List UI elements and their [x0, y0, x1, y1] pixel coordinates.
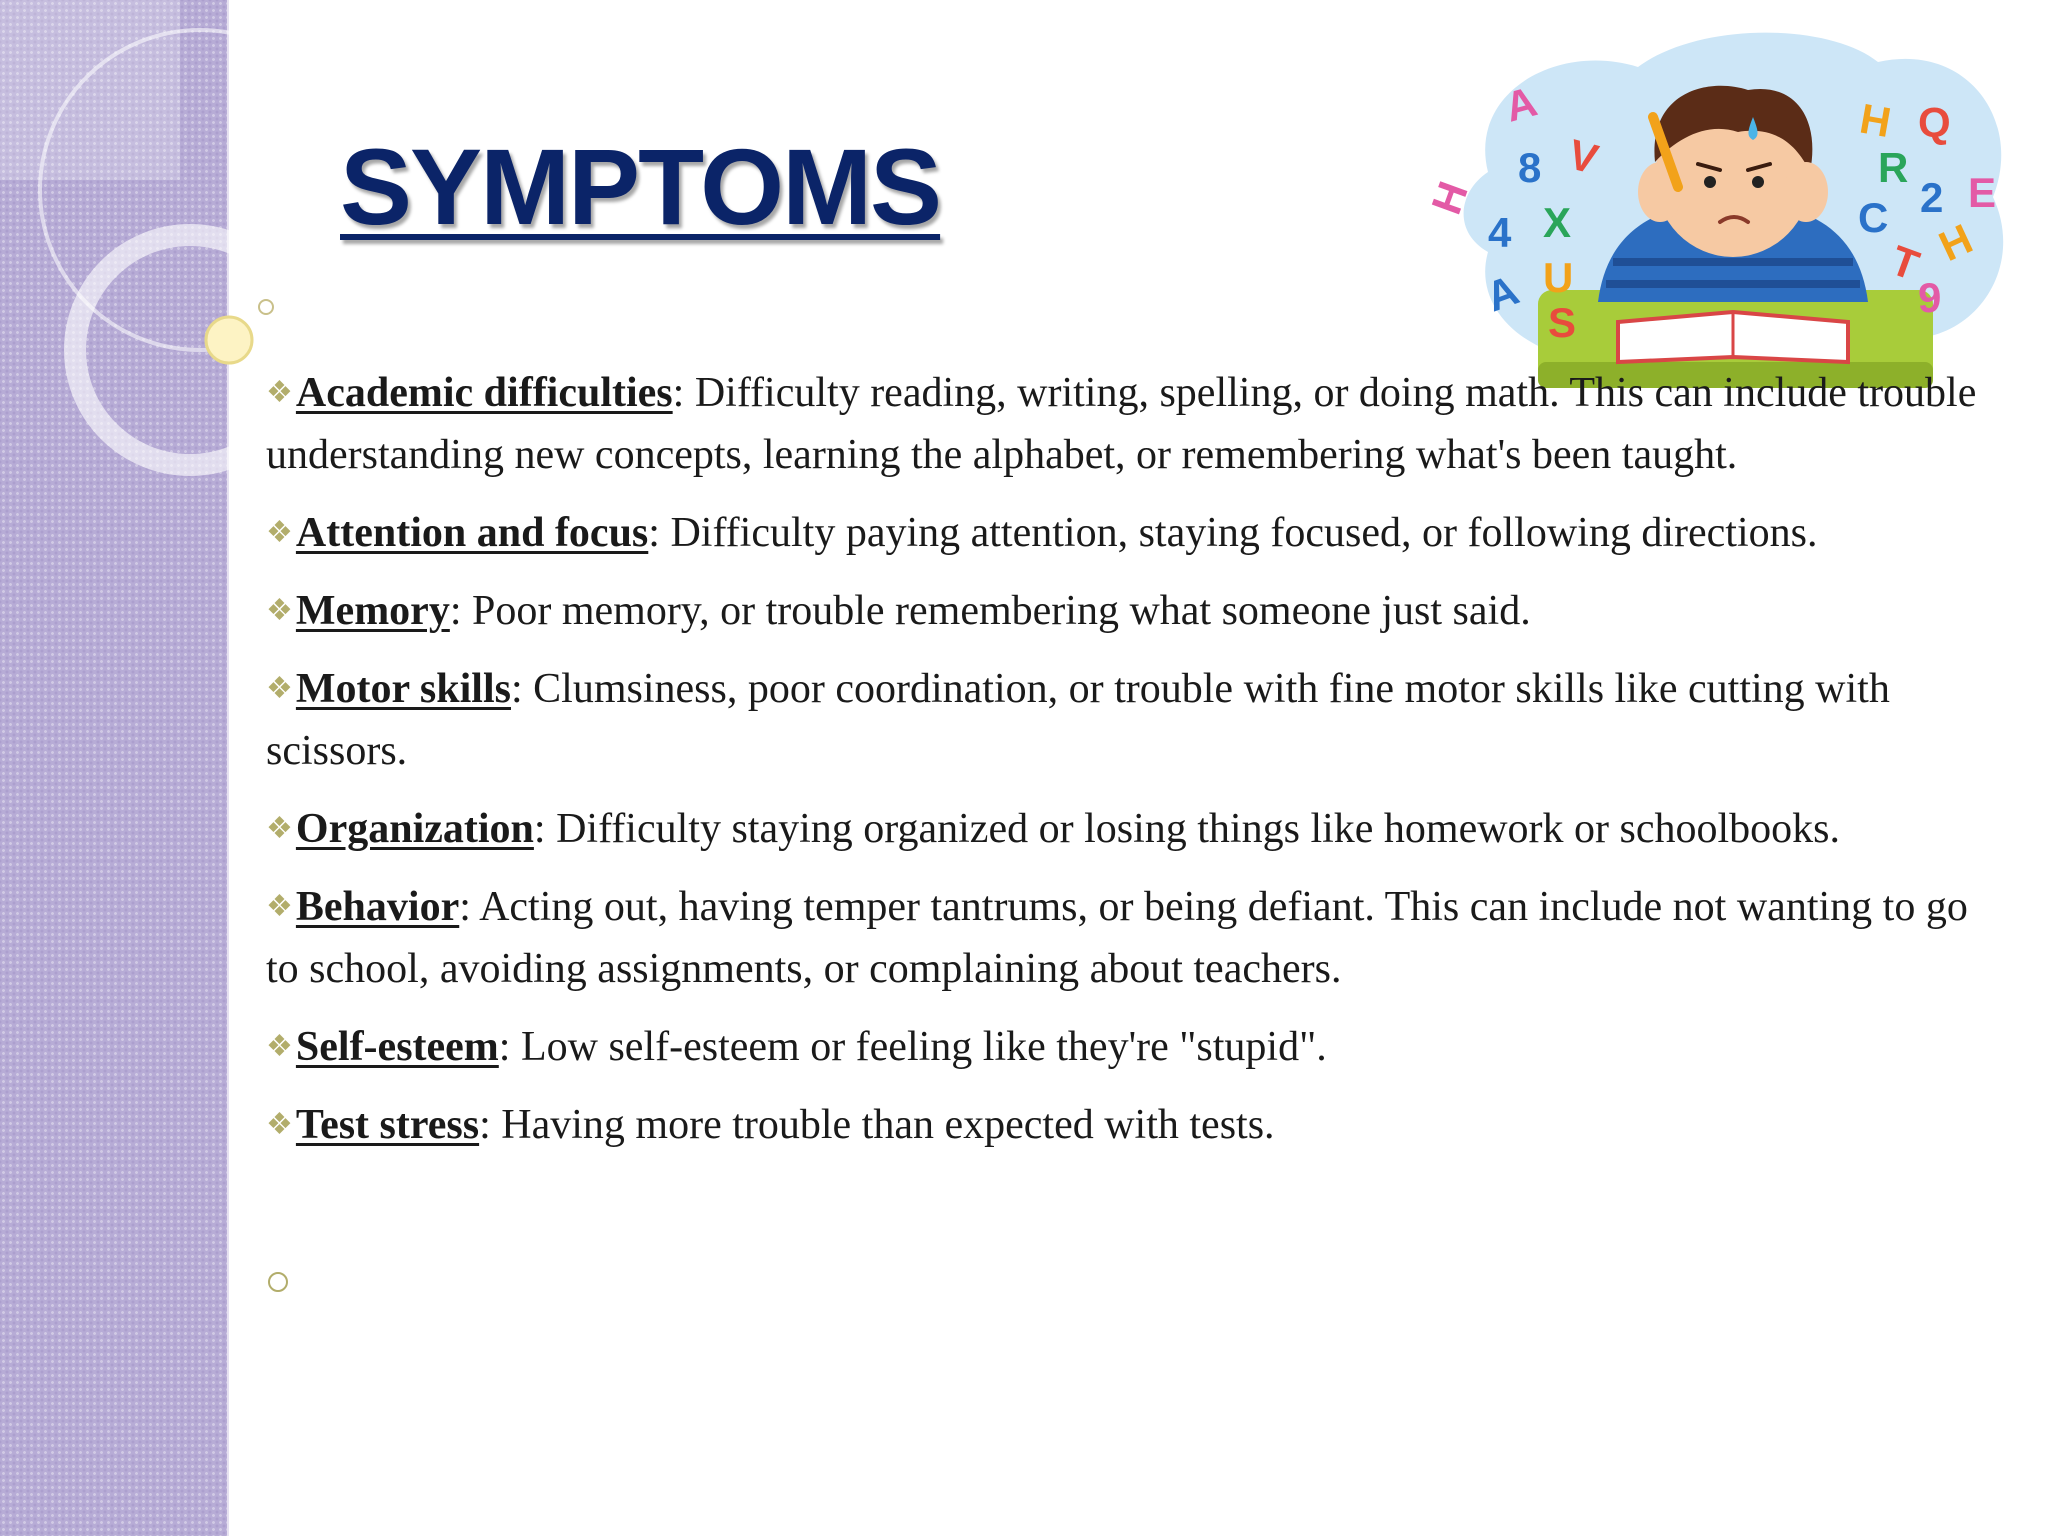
letter-glyph: 8 — [1518, 144, 1542, 191]
list-item — [266, 1094, 2006, 1156]
letter-glyph: Q — [1918, 99, 1951, 146]
diamond-bullet-icon: ❖ — [266, 812, 293, 845]
letter-glyph: A — [1480, 265, 1525, 321]
item-term: Behavior — [295, 884, 460, 930]
list-item — [266, 876, 2006, 1000]
item-separator: : — [479, 1102, 491, 1148]
item-separator: : — [459, 884, 471, 930]
list-item — [266, 1016, 2006, 1078]
item-separator: : — [510, 666, 523, 712]
list-item — [266, 362, 2006, 486]
item-term: Attention and focus — [295, 510, 649, 556]
diamond-bullet-icon: ❖ — [266, 890, 293, 923]
list-item — [266, 798, 2006, 860]
item-text: Difficulty reading, writing, spelling, or doing math. This can include trouble understanding new concepts, learning the alphabet, or remembering what's been taught. — [266, 370, 1977, 478]
item-term: Test stress — [295, 1102, 480, 1148]
list-item — [266, 502, 2006, 564]
letter-glyph: R — [1878, 144, 1909, 191]
empty-circle-bullet-icon — [268, 1272, 288, 1292]
item-term: Memory — [295, 588, 450, 634]
item-text: Having more trouble than expected with tests. — [490, 1102, 1275, 1148]
left-eye — [1704, 176, 1716, 188]
item-term: Organization — [295, 806, 534, 852]
letter-glyph: V — [1563, 130, 1603, 183]
item-text: Clumsiness, poor coordination, or trouble with fine motor skills like cutting with scissors. — [266, 666, 1890, 774]
item-text: Difficulty staying organized or losing things like homework or schoolbooks. — [545, 806, 1841, 852]
diamond-bullet-icon: ❖ — [266, 672, 293, 705]
letter-glyph: A — [1500, 77, 1542, 131]
item-separator: : — [449, 588, 462, 634]
item-text: Poor memory, or trouble remembering what someone just said. — [461, 588, 1531, 634]
glow-dot — [206, 317, 252, 363]
item-text: Low self-esteem or feeling like they're "stupid". — [510, 1024, 1327, 1070]
letter-glyph: 9 — [1918, 274, 1942, 321]
item-term: Self-esteem — [295, 1024, 499, 1070]
item-separator: : — [533, 806, 546, 852]
confused-child-with-book-icon — [1422, 22, 2008, 412]
diamond-bullet-icon: ❖ — [266, 516, 293, 549]
letter-glyph: E — [1968, 169, 1997, 216]
diamond-bullet-icon: ❖ — [266, 594, 293, 627]
page-title: SYMPTOMS — [340, 126, 941, 247]
letter-glyph: H — [1422, 175, 1477, 221]
list-item — [266, 658, 2006, 782]
right-eye — [1752, 176, 1764, 188]
item-separator: : — [648, 510, 660, 556]
item-separator: : — [498, 1024, 511, 1070]
letter-glyph: T — [1884, 236, 1926, 290]
item-term: Academic difficulties — [295, 370, 673, 416]
diamond-bullet-icon: ❖ — [266, 1108, 293, 1141]
letter-glyph: 2 — [1920, 174, 1944, 221]
letter-glyph: H — [1856, 94, 1895, 147]
letter-glyph: H — [1931, 214, 1980, 271]
list-item — [266, 580, 2006, 642]
item-term: Motor skills — [295, 666, 511, 712]
right-hand — [1784, 162, 1828, 222]
letter-glyph: U — [1543, 254, 1574, 301]
letter-glyph: 4 — [1488, 209, 1512, 256]
small-ring — [259, 300, 273, 314]
letter-glyph: S — [1548, 299, 1577, 346]
item-text: Acting out, having temper tantrums, or being defiant. This can include not wanting to go to school, avoiding assignments, or complaining about teachers. — [266, 884, 1968, 992]
diamond-bullet-icon: ❖ — [266, 1030, 293, 1063]
letter-glyph: C — [1858, 194, 1889, 241]
symptom-list — [266, 362, 2006, 1172]
decorative-rings — [0, 0, 300, 520]
item-text: Difficulty paying attention, staying focused, or following directions. — [659, 510, 1818, 556]
letter-glyph: X — [1543, 199, 1572, 246]
diamond-bullet-icon: ❖ — [266, 376, 293, 409]
item-separator: : — [672, 370, 685, 416]
